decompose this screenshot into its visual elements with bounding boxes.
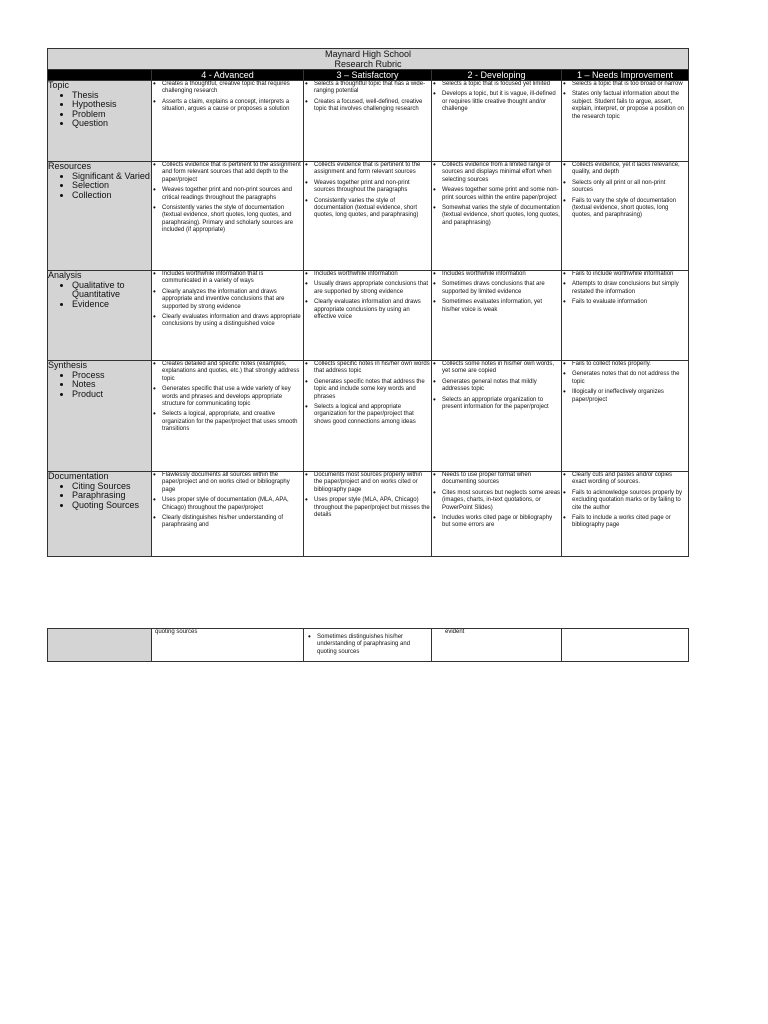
- descriptor: • Develops a topic, but it is vague, ill-defined or requires little creative thought and/or challenge: [442, 91, 561, 113]
- rubric-title: Research Rubric: [334, 59, 402, 69]
- rubric-cell: [152, 271, 304, 361]
- descriptor: • Weaves together print and non-print sources throughout the paragraphs: [314, 180, 431, 195]
- criterion-name: Resources: [48, 161, 92, 171]
- descriptor: • Collects evidence from a limited range of sources and displays minimal effort when selecting sources: [442, 162, 561, 184]
- criterion-sub: • Hypothesis: [72, 100, 151, 110]
- rubric-cell: [152, 162, 304, 271]
- descriptor: • Creates detailed and specific notes (examples, explanations and quotes, etc.) that strongly address topic: [162, 361, 303, 383]
- criterion-sub: • Evidence: [72, 300, 151, 310]
- criterion-sub: • Qualitative to Quantitative: [72, 281, 151, 300]
- criterion-sub: • Quoting Sources: [72, 501, 151, 511]
- level-header-3: 3 – Satisfactory: [304, 70, 432, 81]
- criterion-analysis: [48, 271, 152, 361]
- rubric-cell: [304, 81, 432, 162]
- descriptor: • Generates general notes that mildly addresses topic: [442, 379, 561, 394]
- descriptor: • Creates a focused, well-defined, creative topic that involves challenging research: [314, 99, 431, 114]
- descriptor: • Clearly evaluates information and draws appropriate conclusions by using a distinguished voice: [162, 314, 303, 329]
- descriptor: • Selects a logical and appropriate organization for the paper/project that shows good connections among ideas: [314, 404, 431, 426]
- descriptor: • Fails to evaluate information: [572, 299, 688, 306]
- descriptor: • Uses proper style (MLA, APA, Chicago) throughout the paper/project but misses the details: [314, 497, 431, 519]
- header-blank: [48, 70, 152, 81]
- level-header-2: 2 - Developing: [432, 70, 562, 81]
- descriptor: • Creates a thoughtful, creative topic that requires challenging research: [162, 81, 303, 96]
- descriptor: • Fails to include worthwhile information: [572, 271, 688, 278]
- continuation-cell: [152, 629, 304, 662]
- rubric-cell: [432, 472, 562, 557]
- criterion-sub: • Significant & Varied: [72, 172, 151, 182]
- rubric-cell: [152, 472, 304, 557]
- descriptor: • Cites most sources but neglects some areas (images, charts, in-text quotations, or PowerPoint Slides): [442, 490, 561, 512]
- descriptor: • Fails to collect notes properly.: [572, 361, 688, 368]
- descriptor: • Includes worthwhile information: [314, 271, 431, 278]
- descriptor: • Clearly analyzes the information and draws appropriate and inventive conclusions that are supported by strong evidence: [162, 289, 303, 311]
- descriptor: • Collects evidence that is pertinent to the assignment and form relevant sources that add depth to the paper/project: [162, 162, 303, 184]
- criterion-name: Analysis: [48, 270, 82, 280]
- rubric-cell: [304, 162, 432, 271]
- descriptor: • Fails to include a works cited page or bibliography page: [572, 515, 688, 530]
- rubric-continuation-table: [47, 628, 689, 662]
- criterion-sub: • Citing Sources: [72, 482, 151, 492]
- rubric-cell: [562, 361, 689, 472]
- criterion-row-topic: [48, 81, 689, 162]
- rubric-cell: [304, 361, 432, 472]
- criterion-row-resources: [48, 162, 689, 271]
- criterion-sub: • Collection: [72, 191, 151, 201]
- descriptor: • Clearly distinguishes his/her understanding of paraphrasing and: [162, 515, 303, 530]
- descriptor: • Selects an appropriate organization to present information for the paper/project: [442, 397, 561, 412]
- criterion-sub: • Selection: [72, 181, 151, 191]
- descriptor: • Selects only all print or all non-print sources: [572, 180, 688, 195]
- descriptor: • Sometimes distinguishes his/her understanding of paraphrasing and quoting sources: [317, 634, 428, 656]
- criterion-name: Synthesis: [48, 360, 88, 370]
- descriptor: • Asserts a claim, explains a concept, interprets a situation, argues a cause or proposes a solution: [162, 99, 303, 114]
- continuation-cell: [562, 629, 689, 662]
- descriptor: • States only factual information about the subject. Student fails to argue, assert, explain, interpret, or propose a position on the research topic: [572, 91, 688, 121]
- rubric-cell: [432, 162, 562, 271]
- descriptor: • Weaves together print and non-print sources and critical readings throughout the paragraphs: [162, 187, 303, 202]
- continuation-cell: [304, 629, 432, 662]
- criterion-sub: • Thesis: [72, 91, 151, 101]
- criterion-sub: • Process: [72, 371, 151, 381]
- descriptor: • Selects a logical, appropriate, and creative organization for the paper/project that uses smooth transitions: [162, 411, 303, 433]
- descriptor: • Selects a topic that is too broad or narrow: [572, 81, 688, 88]
- descriptor: • Collects specific notes in his/her own words that address topic: [314, 361, 431, 376]
- descriptor: • Includes worthwhile information that is communicated in a variety of ways: [162, 271, 303, 286]
- rubric-cell: [152, 81, 304, 162]
- rubric-cell: [562, 271, 689, 361]
- rubric-cell: [562, 162, 689, 271]
- criterion-sub: • Problem: [72, 110, 151, 120]
- descriptor: • Includes works cited page or bibliography but some errors are: [442, 515, 561, 530]
- descriptor: • Documents most sources properly within the paper/project and on works cited or bibliography page: [314, 472, 431, 494]
- descriptor: • Includes worthwhile information: [442, 271, 561, 278]
- descriptor: • Generates specific that use a wide variety of key words and phrases and develops appropriate structure for communicating topic: [162, 386, 303, 408]
- descriptor: • Sometimes evaluates information, yet his/her voice is weak: [442, 299, 561, 314]
- rubric-cell: [432, 361, 562, 472]
- descriptor: • Selects a thoughtful topic that has a wide-ranging potential: [314, 81, 431, 96]
- descriptor: • Fails to vary the style of documentation (textual evidence, short quotes, long quotes, and paraphrasing): [572, 198, 688, 220]
- rubric-cell: [562, 472, 689, 557]
- criterion-row-analysis: [48, 271, 689, 361]
- rubric-cell: [562, 81, 689, 162]
- descriptor: • Generates notes that do not address the topic: [572, 371, 688, 386]
- continuation-row: [48, 629, 689, 662]
- descriptor: • Collects evidence that is pertinent to the assignment and form relevant sources: [314, 162, 431, 177]
- criterion-name: Documentation: [48, 471, 109, 481]
- rubric-cell: [432, 271, 562, 361]
- criterion-topic: [48, 81, 152, 162]
- descriptor: • Illogically or ineffectively organizes paper/project: [572, 389, 688, 404]
- descriptor: • Attempts to draw conclusions but simply restated the information: [572, 281, 688, 296]
- descriptor: • Selects a topic that is focused yet limited: [442, 81, 561, 88]
- descriptor: • Generates specific notes that address the topic and include some key words and phrases: [314, 379, 431, 401]
- criterion-synthesis: [48, 361, 152, 472]
- descriptor: • Consistently varies the style of documentation (textual evidence, short quotes, long quotes, and paraphrasing): [314, 198, 431, 220]
- descriptor: • Collects some notes in his/her own words, yet some are copied: [442, 361, 561, 376]
- continuation-criterion: [48, 629, 152, 662]
- rubric-cell: [152, 361, 304, 472]
- descriptor: • Somewhat varies the style of documentation (textual evidence, short quotes, long quotes, and paraphrasing): [442, 205, 561, 227]
- criterion-row-documentation: [48, 472, 689, 557]
- descriptor: quoting sources: [155, 629, 198, 635]
- rubric-cell: [432, 81, 562, 162]
- descriptor: • Uses proper style of documentation (MLA, APA, Chicago) throughout the paper/project: [162, 497, 303, 512]
- criterion-sub: • Question: [72, 119, 151, 129]
- level-header-4: 4 - Advanced: [152, 70, 304, 81]
- descriptor: • Consistently varies the style of documentation (textual evidence, short quotes, long quotes, and paraphrasing). Primary and scholarly sources are included (if appropriate): [162, 205, 303, 235]
- descriptor: • Clearly cuts and pastes and/or copies exact wording of sources.: [572, 472, 688, 487]
- research-rubric-table: [47, 48, 689, 557]
- descriptor: • Fails to acknowledge sources properly by excluding quotation marks or by failing to cite the author: [572, 490, 688, 512]
- descriptor: • Weaves together some print and some non-print sources within the entire paper/project: [442, 187, 561, 202]
- criterion-sub: • Paraphrasing: [72, 491, 151, 501]
- descriptor: evident: [445, 629, 465, 635]
- rubric-title-cell: [48, 49, 689, 70]
- descriptor: • Flawlessly documents all sources within the paper/project and on works cited or bibliography page: [162, 472, 303, 494]
- criterion-resources: [48, 162, 152, 271]
- descriptor: • Needs to use proper format when documenting sources: [442, 472, 561, 487]
- descriptor: • Usually draws appropriate conclusions that are supported by strong evidence: [314, 281, 431, 296]
- criterion-name: Topic: [48, 80, 70, 90]
- descriptor: • Clearly evaluates information and draws appropriate conclusions by using an effective voice: [314, 299, 431, 321]
- descriptor: • Sometimes draws conclusions that are supported by limited evidence: [442, 281, 561, 296]
- level-header-row: [48, 70, 689, 81]
- criterion-documentation: [48, 472, 152, 557]
- rubric-cell: [304, 271, 432, 361]
- criterion-row-synthesis: [48, 361, 689, 472]
- level-header-1: 1 – Needs Improvement: [562, 70, 689, 81]
- criterion-sub: • Product: [72, 390, 151, 400]
- school-name: Maynard High School: [324, 49, 412, 59]
- descriptor: • Collects evidence, yet it lacks relevance, quality, and depth: [572, 162, 688, 177]
- rubric-cell: [304, 472, 432, 557]
- continuation-cell: [432, 629, 562, 662]
- criterion-sub: • Notes: [72, 380, 151, 390]
- rubric-title-row: [48, 49, 689, 70]
